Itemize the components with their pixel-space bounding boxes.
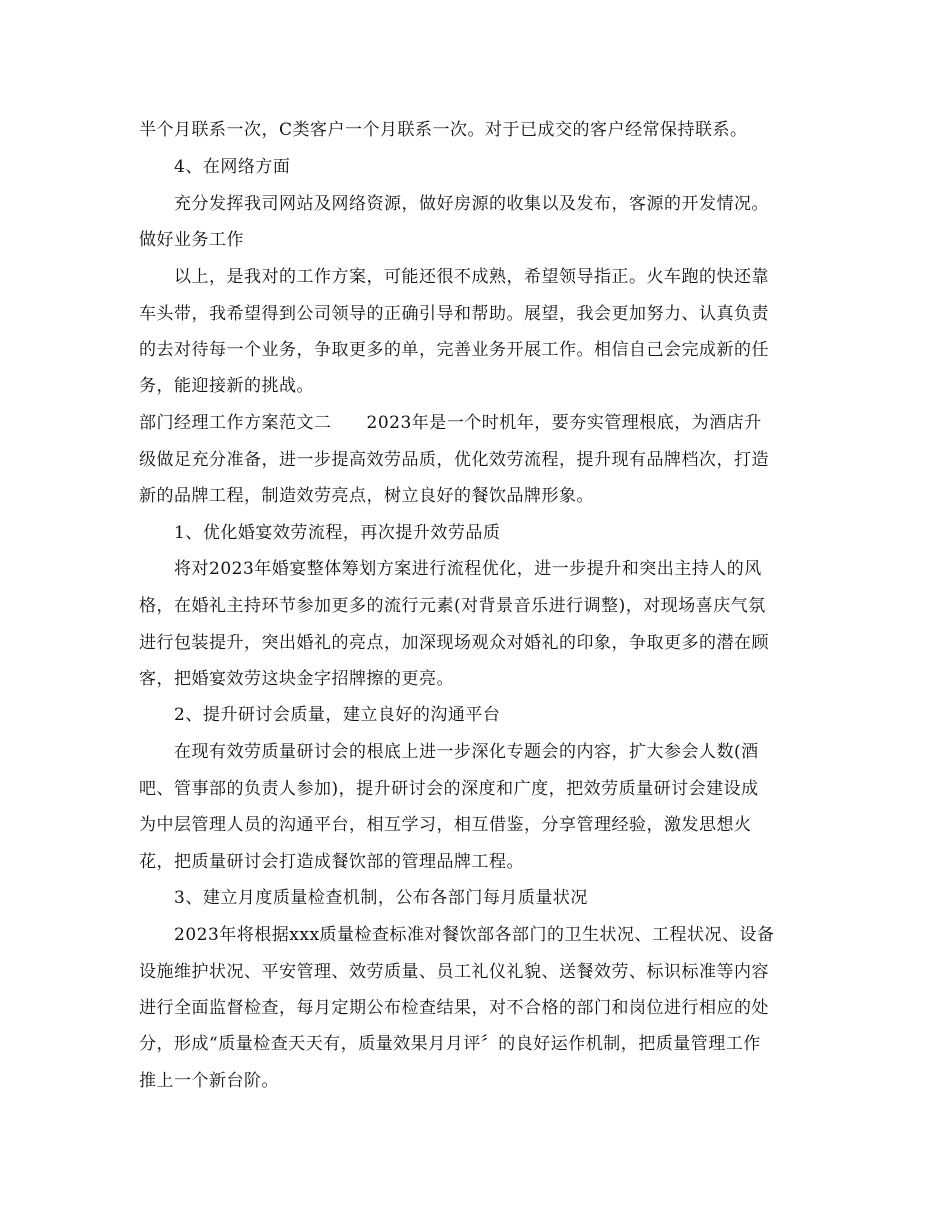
text-line: 分，形成“质量检查天天有，质量效果月月评〞的良好运作机制，把质量管理工作 xyxy=(139,1034,761,1054)
text-line: 为中层管理人员的沟通平台，相互学习，相互借鉴，分享管理经验，激发思想火 xyxy=(139,815,752,835)
text-line: 以上，是我对的工作方案，可能还很不成熟，希望领导指正。火车跑的快还靠 xyxy=(174,267,769,287)
text-line: 进行包装提升，突出婚礼的亮点，加深现场观众对婚礼的印象，争取更多的潜在顾 xyxy=(139,633,769,653)
text-line: 吧、管事部的负责人参加)，提升研讨会的深度和广度，把效劳质量研讨会建设成 xyxy=(139,779,759,799)
section-heading: 1、优化婚宴效劳流程，再次提升效劳品质 xyxy=(174,523,501,543)
section-heading: 3、建立月度质量检查机制，公布各部门每月质量状况 xyxy=(174,888,588,908)
text-line: 在现有效劳质量研讨会的根底上进一步深化专题会的内容，扩大参会人数(酒 xyxy=(174,742,759,762)
text-line: 2023年将根据xxx质量检查标准对餐饮部各部门的卫生状况、工程状况、设备 xyxy=(174,925,775,945)
text-line: 做好业务工作 xyxy=(139,230,244,250)
text-line: 设施维护状况、平安管理、效劳质量、员工礼仪礼貌、送餐效劳、标识标准等内容 xyxy=(139,962,769,982)
text-line: 级做足充分准备，进一步提高效劳品质，优化效劳流程，提升现有品牌档次，打造 xyxy=(139,450,769,470)
text-line: 务，能迎接新的挑战。 xyxy=(139,376,314,396)
text-line: 车头带，我希望得到公司领导的正确引导和帮助。展望，我会更加努力、认真负责 xyxy=(139,304,769,324)
section-heading: 4、在网络方面 xyxy=(174,157,291,177)
text-line: 格，在婚礼主持环节参加更多的流行元素(对背景音乐进行调整)，对现场喜庆气氛 xyxy=(139,596,766,616)
text-line: 客，把婚宴效劳这块金字招牌擦的更亮。 xyxy=(139,669,454,689)
text-line: 半个月联系一次，C类客户一个月联系一次。对于已成交的客户经常保持联系。 xyxy=(139,120,748,140)
section-heading: 2、提升研讨会质量，建立良好的沟通平台 xyxy=(174,705,501,725)
text-line: 新的品牌工程，制造效劳亮点，树立良好的餐饮品牌形象。 xyxy=(139,486,594,506)
text-line: 充分发挥我司网站及网络资源，做好房源的收集以及发布，客源的开发情况。 xyxy=(174,194,769,214)
text-line: 将对2023年婚宴整体筹划方案进行流程优化，进一步提升和突出主持人的风 xyxy=(174,559,762,579)
text-line: 的去对待每一个业务，争取更多的单，完善业务开展工作。相信自己会完成新的任 xyxy=(139,340,769,360)
text-line: 部门经理工作方案范文二 2023年是一个时机年，要夯实管理根底，为酒店升 xyxy=(139,413,762,433)
text-line: 进行全面监督检查，每月定期公布检查结果，对不合格的部门和岗位进行相应的处 xyxy=(139,998,769,1018)
text-line: 推上一个新台阶。 xyxy=(139,1071,279,1091)
text-line: 花，把质量研讨会打造成餐饮部的管理品牌工程。 xyxy=(139,852,524,872)
